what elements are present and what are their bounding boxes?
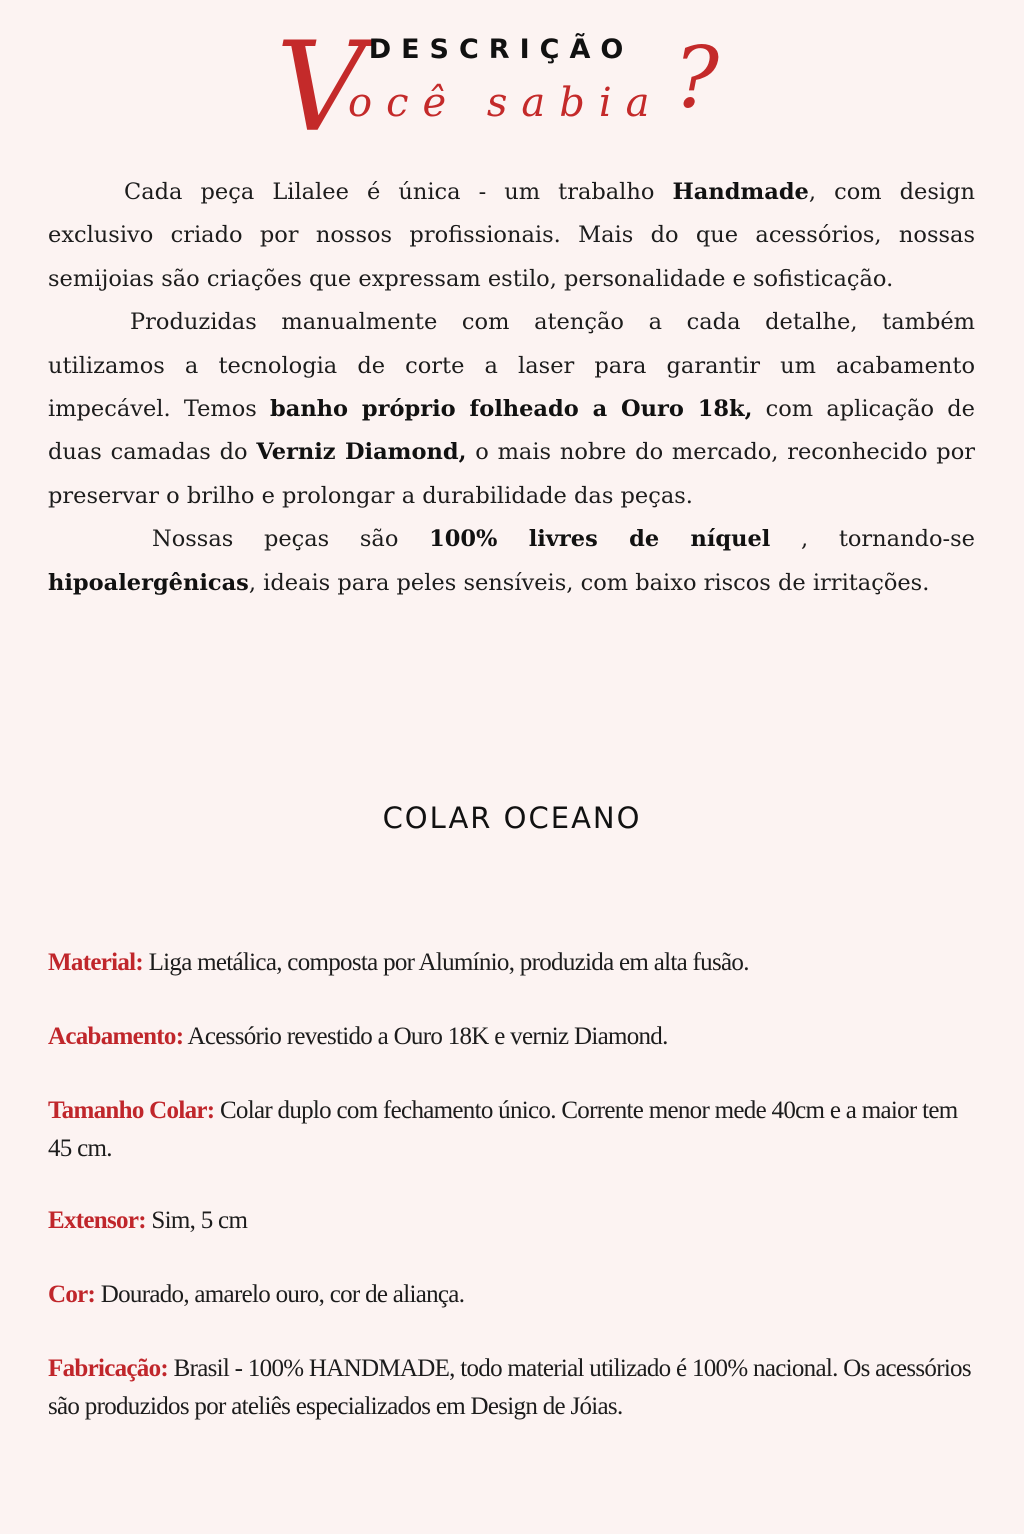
intro-p2-text-mid: com aplicação de duas camadas do: [48, 396, 976, 466]
intro-p3-text-mid: , tornando-se: [770, 526, 975, 553]
spec-material-value: Liga metálica, composta por Alumínio, produzida em alta fusão.: [143, 949, 749, 976]
spec-acabamento-label: Acabamento:: [48, 1023, 184, 1050]
spec-acabamento: [48, 1018, 980, 1056]
intro-paragraph-3: [48, 518, 975, 605]
script-heading: ocê sabia: [348, 80, 664, 126]
intro-p3-text: Nossas peças são: [152, 526, 430, 553]
spec-extensor-value: Sim, 5 cm: [145, 1207, 248, 1234]
product-title: COLAR OCEANO: [382, 801, 642, 835]
spec-tamanho-label: Tamanho Colar:: [48, 1097, 215, 1124]
spec-list: [48, 944, 980, 1462]
intro-p1-text: Cada peça Lilalee é única - um trabalho: [124, 179, 673, 205]
header: [0, 0, 1024, 160]
spec-cor: [48, 1276, 980, 1314]
spec-material: [48, 944, 980, 982]
intro-p1-text-end: , com design exclusivo criado por nossos profissionais. Mais do que acessórios, nossas semijoias são criações que expressam estilo, personalidade e sofisticação.: [48, 179, 975, 292]
spec-fabricacao-value: Brasil - 100% HANDMADE, todo material utilizado é 100% nacional. Os acessórios são produzidos por ateliês especializados em Design de Jóias.: [48, 1355, 971, 1420]
spec-tamanho-value: Colar duplo com fechamento único. Corrente menor mede 40cm e a maior tem 45 cm.: [48, 1097, 958, 1162]
question-mark: ?: [674, 29, 720, 127]
spec-fabricacao-label: Fabricação:: [48, 1355, 169, 1382]
intro-p2-text: Produzidas manualmente com atenção a cada detalhe, também utilizamos a tecnologia de corte a laser para garantir um acabamento impecável. Temos: [48, 309, 975, 423]
intro-p3-bold-2: hipoalergênicas: [48, 569, 249, 596]
intro-p3-text-end: , ideais para peles sensíveis, com baixo riscos de irritações.: [248, 569, 930, 596]
spec-acabamento-value: Acessório revestido a Ouro 18K e verniz Diamond.: [183, 1023, 668, 1050]
intro-p2-bold-1: banho próprio folheado a Ouro 18k,: [270, 396, 753, 423]
intro-p2-bold-2: Verniz Diamond,: [256, 439, 467, 466]
spec-extensor: [48, 1202, 980, 1240]
intro-p3-bold-1: 100% livres de níquel: [429, 526, 771, 553]
intro-p1-bold: Handmade: [672, 179, 809, 205]
intro-text: [48, 171, 975, 605]
script-heading-initial: V: [276, 16, 366, 160]
intro-paragraph-2: [48, 301, 975, 518]
spec-tamanho: [48, 1092, 980, 1168]
intro-paragraph-1: [48, 171, 975, 301]
page-title: DESCRIÇÃO: [368, 34, 634, 65]
intro-p2-text-end: o mais nobre do mercado, reconhecido por preservar o brilho e prolongar a durabilidade das peças.: [48, 439, 975, 509]
spec-material-label: Material:: [48, 949, 144, 976]
spec-cor-label: Cor:: [48, 1281, 96, 1308]
spec-fabricacao: [48, 1350, 980, 1426]
spec-extensor-label: Extensor:: [48, 1207, 146, 1234]
spec-cor-value: Dourado, amarelo ouro, cor de aliança.: [95, 1281, 465, 1308]
